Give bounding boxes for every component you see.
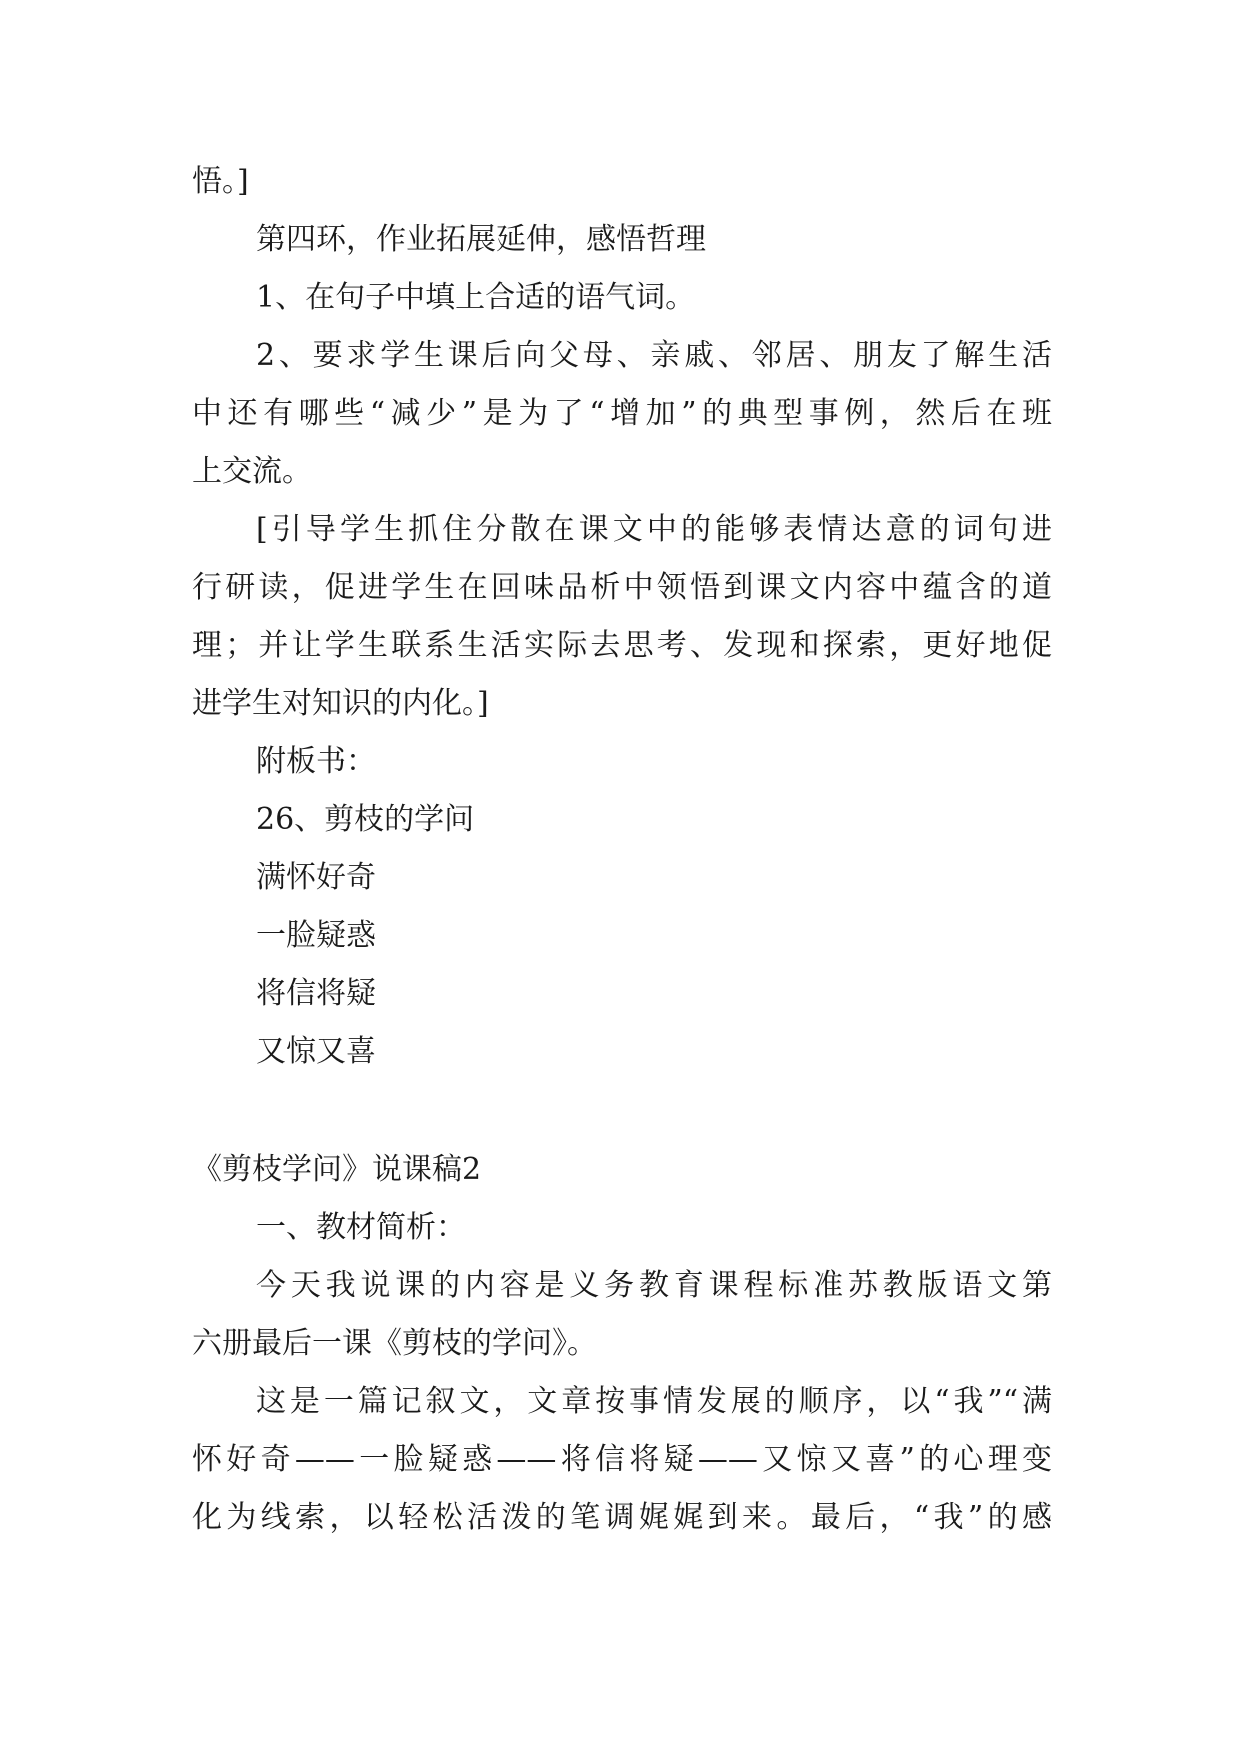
list-item: 2、要求学生课后向父母、亲戚、邻居、朋友了解生活 bbox=[256, 338, 1052, 373]
paragraph-line: 六册最后一课《剪枝的学问》。 bbox=[192, 1326, 597, 1361]
blackboard-item: 满怀好奇 bbox=[256, 860, 376, 895]
paragraph-line: 化为线索，以轻松活泼的笔调娓娓到来。最后，“我”的感 bbox=[192, 1500, 1052, 1535]
paragraph-line: 今天我说课的内容是义务教育课程标准苏教版语文第 bbox=[256, 1268, 1052, 1303]
paragraph-line: 悟。] bbox=[192, 164, 249, 199]
paragraph-line: 中还有哪些“减少”是为了“增加”的典型事例，然后在班 bbox=[192, 396, 1052, 431]
blackboard-item: 将信将疑 bbox=[256, 976, 376, 1011]
blackboard-title: 26、剪枝的学问 bbox=[256, 802, 475, 837]
paragraph-line: 进学生对知识的内化。] bbox=[192, 686, 489, 721]
blackboard-item: 一脸疑惑 bbox=[256, 918, 376, 953]
paragraph-line: 行研读，促进学生在回味品析中领悟到课文内容中蕴含的道 bbox=[192, 570, 1052, 605]
paragraph-line: 怀好奇——一脸疑惑——将信将疑——又惊又喜”的心理变 bbox=[192, 1442, 1052, 1477]
document-title: 《剪枝学问》说课稿2 bbox=[192, 1152, 482, 1187]
paragraph-line: [引导学生抓住分散在课文中的能够表情达意的词句进 bbox=[256, 512, 1052, 547]
blackboard-item: 又惊又喜 bbox=[256, 1034, 376, 1069]
paragraph-line: 这是一篇记叙文，文章按事情发展的顺序，以“我”“满 bbox=[256, 1384, 1052, 1419]
paragraph-line: 上交流。 bbox=[192, 454, 312, 489]
paragraph-line: 理；并让学生联系生活实际去思考、发现和探索，更好地促 bbox=[192, 628, 1052, 663]
section-heading: 第四环，作业拓展延伸，感悟哲理 bbox=[256, 222, 706, 257]
section-heading: 一、教材简析： bbox=[256, 1210, 466, 1245]
blackboard-heading: 附板书： bbox=[256, 744, 376, 779]
list-item: 1、在句子中填上合适的语气词。 bbox=[256, 280, 696, 315]
